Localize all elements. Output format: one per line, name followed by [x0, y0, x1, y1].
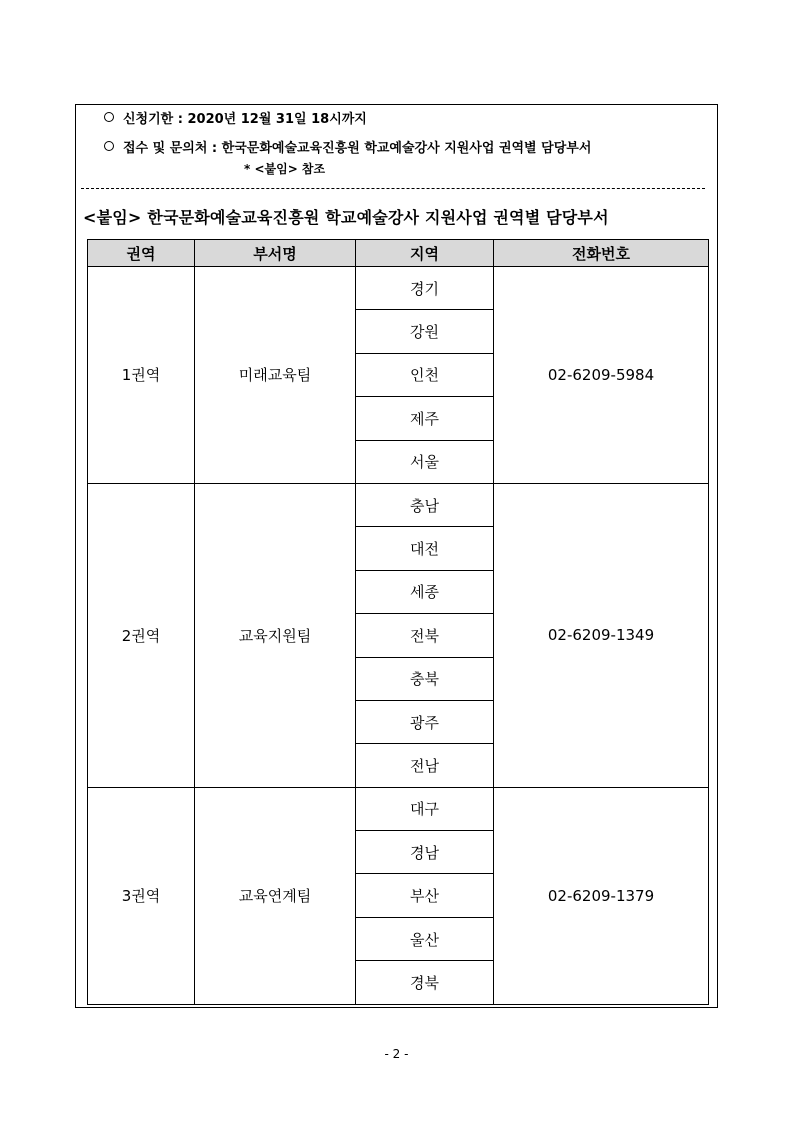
area-cell: 대구 [356, 787, 494, 830]
area-cell: 울산 [356, 917, 494, 960]
area-cell: 충남 [356, 483, 494, 526]
area-cell: 부산 [356, 874, 494, 917]
phone-cell: 02-6209-1349 [494, 483, 709, 787]
area-cell: 광주 [356, 700, 494, 743]
area-cell: 강원 [356, 310, 494, 353]
area-cell: 경북 [356, 961, 494, 1004]
table-row [88, 483, 709, 526]
area-cell: 경남 [356, 831, 494, 874]
area-cell: 제주 [356, 397, 494, 440]
area-cell: 전북 [356, 614, 494, 657]
area-cell: 충북 [356, 657, 494, 700]
circle-bullet-icon [104, 141, 114, 151]
page-number: - 2 - [384, 1047, 409, 1061]
region-table [87, 239, 709, 1005]
region-cell: 1권역 [88, 267, 195, 484]
deadline-line [104, 108, 367, 127]
dept-cell: 교육연계팀 [195, 787, 356, 1004]
area-cell: 세종 [356, 570, 494, 613]
table-row [88, 267, 709, 310]
phone-cell: 02-6209-1379 [494, 787, 709, 1004]
phone-cell: 02-6209-5984 [494, 267, 709, 484]
area-cell: 서울 [356, 440, 494, 483]
table-body [88, 267, 709, 1005]
area-cell: 경기 [356, 267, 494, 310]
dept-cell: 미래교육팀 [195, 267, 356, 484]
region-cell: 3권역 [88, 787, 195, 1004]
header-region: 권역 [88, 240, 195, 267]
deadline-text: 신청기한 : 2020년 12월 31일 18시까지 [123, 112, 367, 127]
contact-text: 접수 및 문의처 : 한국문화예술교육진흥원 학교예술강사 지원사업 권역별 담당부서 [123, 141, 592, 156]
region-cell: 2권역 [88, 483, 195, 787]
header-area: 지역 [356, 240, 494, 267]
table-row [88, 787, 709, 830]
area-cell: 인천 [356, 353, 494, 396]
document-frame [75, 104, 718, 1008]
contact-note: * <붙임> 참조 [244, 162, 326, 176]
area-cell: 대전 [356, 527, 494, 570]
dashed-divider [81, 188, 705, 189]
header-phone: 전화번호 [494, 240, 709, 267]
contact-line [104, 137, 591, 156]
table-header-row [88, 240, 709, 267]
header-dept: 부서명 [195, 240, 356, 267]
area-cell: 전남 [356, 744, 494, 787]
circle-bullet-icon [104, 112, 114, 122]
annex-title: <붙임> 한국문화예술교육진흥원 학교예술강사 지원사업 권역별 담당부서 [83, 208, 609, 227]
dept-cell: 교육지원팀 [195, 483, 356, 787]
